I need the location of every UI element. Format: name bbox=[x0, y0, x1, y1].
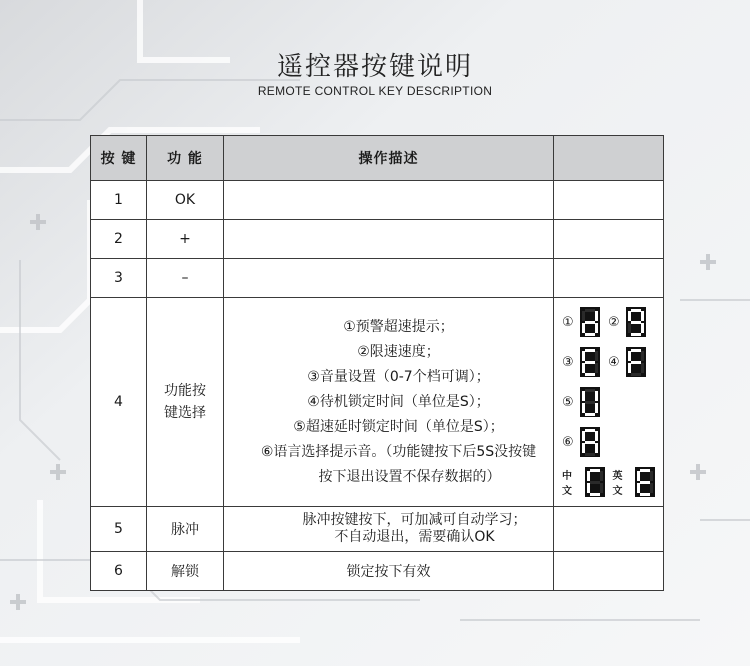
segment-glyph-icon bbox=[626, 307, 646, 337]
language-label: 中文 bbox=[562, 471, 572, 497]
description-line: ①预警超速提示； bbox=[343, 318, 454, 335]
table-row bbox=[91, 298, 664, 507]
segment-glyph-icon bbox=[635, 467, 655, 497]
segment-glyph-icon bbox=[585, 467, 605, 497]
key-description bbox=[224, 181, 554, 220]
table-row bbox=[91, 259, 664, 298]
key-number: 3 bbox=[91, 259, 147, 298]
key-function-line: 键选择 bbox=[164, 405, 206, 421]
segment-display-legend bbox=[554, 298, 664, 507]
description-line: ②限速速度； bbox=[357, 343, 440, 360]
display-number: ③ bbox=[562, 354, 574, 370]
description-line: 脉冲按键按下，可加减可自动学习； bbox=[302, 512, 527, 528]
description-line: 按下退出设置不保存数据的） bbox=[318, 468, 501, 485]
display-number: ⑤ bbox=[562, 394, 574, 410]
description-line: ④待机锁定时间（单位是S）； bbox=[307, 393, 490, 410]
page-subtitle: REMOTE CONTROL KEY DESCRIPTION bbox=[257, 84, 493, 98]
page-title: 遥控器按键说明 bbox=[276, 52, 473, 82]
segment-glyph-icon bbox=[580, 347, 600, 377]
key-description bbox=[224, 259, 554, 298]
segment-glyph-icon bbox=[580, 387, 600, 417]
key-function bbox=[147, 298, 224, 507]
description-line: 不自动退出，需要确认OK bbox=[334, 529, 495, 545]
key-display bbox=[554, 181, 664, 220]
key-display bbox=[554, 507, 664, 552]
table-row bbox=[91, 181, 664, 220]
key-function-line: 功能按 bbox=[164, 383, 206, 399]
segment-glyph-icon bbox=[580, 307, 600, 337]
key-number: 2 bbox=[91, 220, 147, 259]
key-description bbox=[224, 507, 554, 552]
header-function: 功 能 bbox=[147, 136, 224, 181]
display-number: ⑥ bbox=[562, 434, 574, 450]
description-line: ⑥语言选择提示音。（功能键按下后5S没按键 bbox=[260, 443, 537, 460]
key-number: 4 bbox=[91, 298, 147, 507]
key-number: 5 bbox=[91, 507, 147, 552]
language-label: 英文 bbox=[612, 471, 623, 497]
header-key: 按 键 bbox=[91, 136, 147, 181]
key-description: 锁定按下有效 bbox=[224, 552, 554, 591]
display-number: ① bbox=[562, 314, 574, 330]
segment-glyph-icon bbox=[626, 347, 646, 377]
header-description: 操作描述 bbox=[224, 136, 554, 181]
key-function: + bbox=[147, 220, 224, 259]
key-description-table bbox=[90, 135, 664, 591]
key-description bbox=[224, 298, 554, 507]
key-description bbox=[224, 220, 554, 259]
table-row bbox=[91, 220, 664, 259]
key-display bbox=[554, 259, 664, 298]
description-line: ③音量设置（0-7个档可调）； bbox=[307, 368, 490, 385]
key-function: 脉冲 bbox=[147, 507, 224, 552]
table-row bbox=[91, 507, 664, 552]
header-display bbox=[554, 136, 664, 181]
display-number: ② bbox=[608, 314, 620, 330]
segment-glyph-icon bbox=[580, 427, 600, 457]
key-number: 1 bbox=[91, 181, 147, 220]
table-header-row bbox=[91, 136, 664, 181]
key-function: 解锁 bbox=[147, 552, 224, 591]
description-line: ⑤超速延时锁定时间（单位是S）； bbox=[293, 418, 504, 435]
key-display bbox=[554, 552, 664, 591]
key-function: OK bbox=[147, 181, 224, 220]
key-function: – bbox=[147, 259, 224, 298]
key-number: 6 bbox=[91, 552, 147, 591]
table-row bbox=[91, 552, 664, 591]
key-display bbox=[554, 220, 664, 259]
display-number: ④ bbox=[608, 354, 620, 370]
